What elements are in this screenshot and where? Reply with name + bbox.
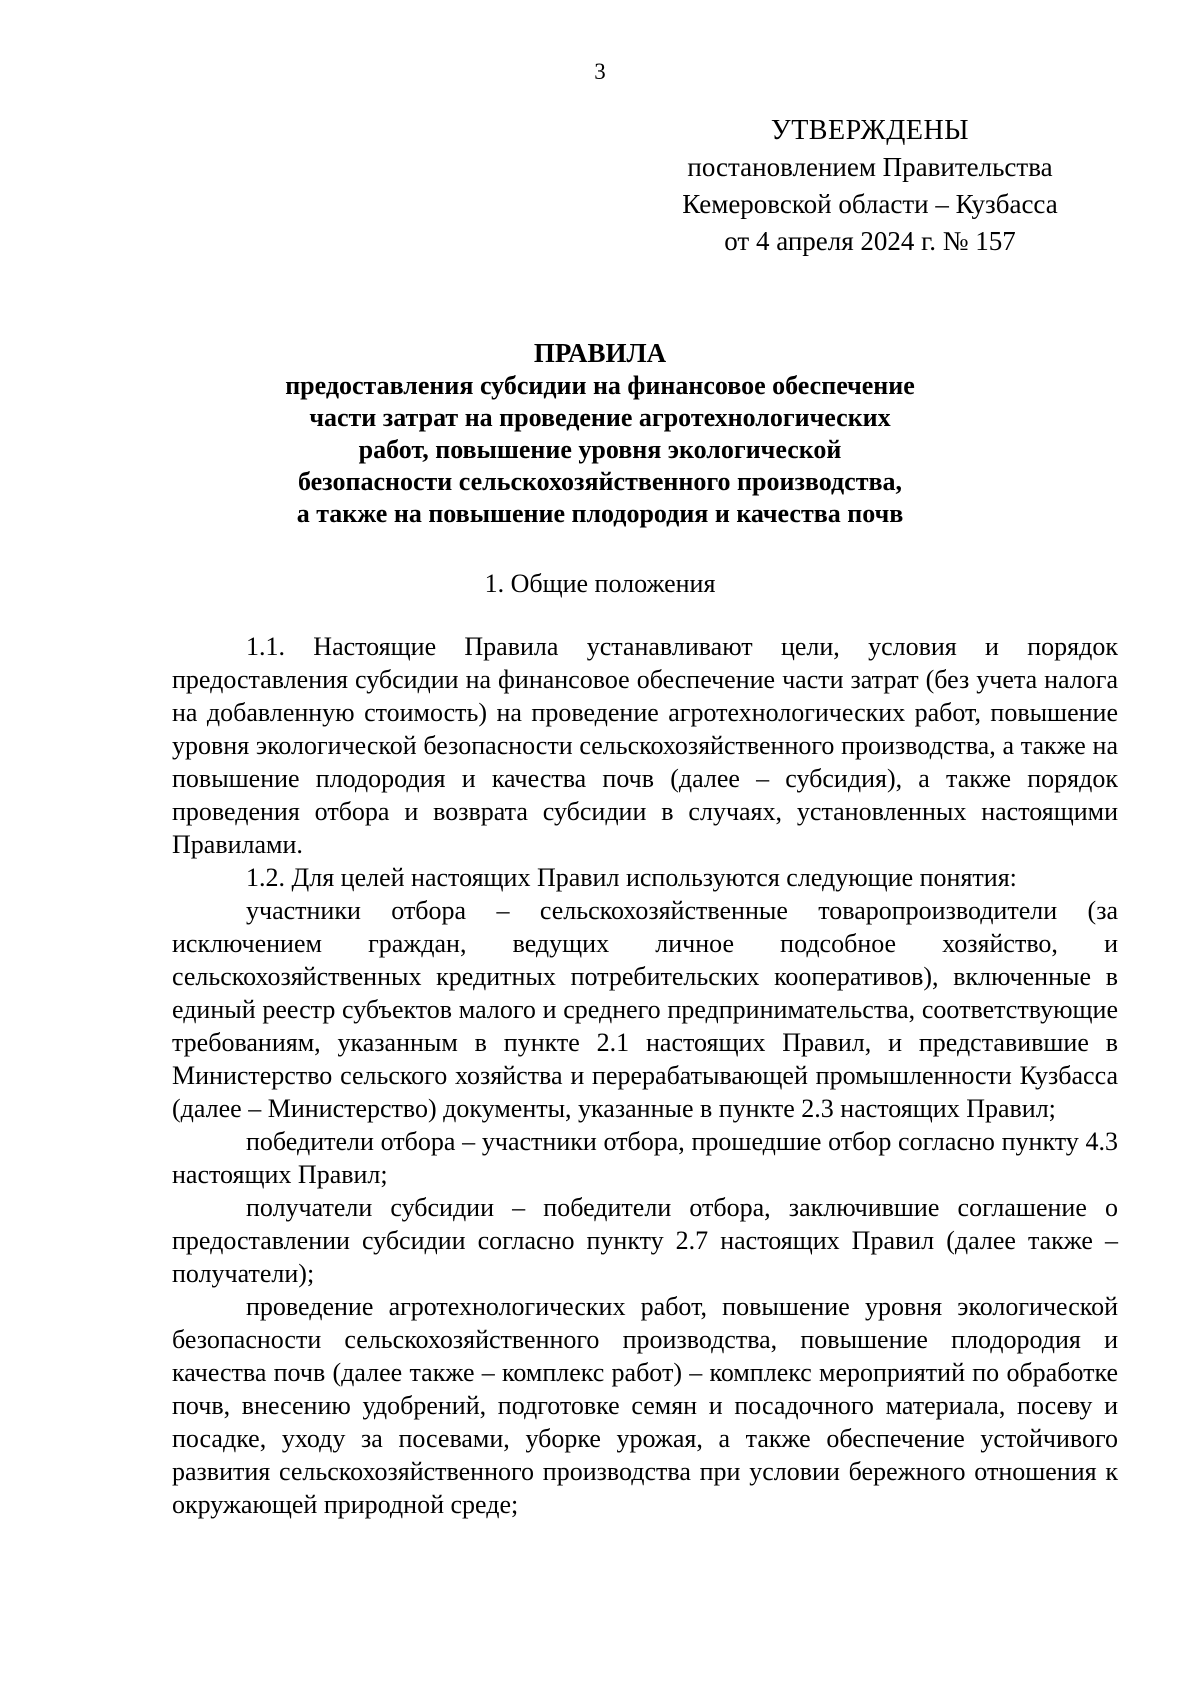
approval-line: Кемеровской области – Кузбасса (682, 189, 1058, 219)
definition-participants: участники отбора – сельскохозяйственные товаропроизводители (за исключением граждан, ведущих личное подсобное хозяйство, и сельскохозяйственных кредитных потребительских кооперативов), включенные в единый реестр субъектов малого и среднего предпринимательства, соответствующие требованиям, указанным в пункте 2.1 настоящих Правил, и представившие в Министерство сельского хозяйства и перерабатывающей промышленности Кузбасса (далее – Министерство) документы, указанные в пункте 2.3 настоящих Правил; (172, 896, 1118, 1123)
definition-winners: победители отбора – участники отбора, прошедшие отбор согласно пункту 4.3 настоящих Правил; (172, 1127, 1118, 1189)
paragraph-1-1: 1.1. Настоящие Правила устанавливают цели, условия и порядок предоставления субсидии на финансовое обеспечение части затрат (без учета налога на добавленную стоимость) на проведение агротехнологических работ, повышение уровня экологической безопасности сельскохозяйственного производства, а также на повышение плодородия и качества почв (далее – субсидия), а также порядок проведения отбора и возврата субсидии в случаях, установленных настоящими Правилами. (172, 632, 1118, 859)
rules-subtitle-line: работ, повышение уровня экологической (358, 435, 842, 464)
section-heading: 1. Общие положения (484, 569, 716, 598)
rules-subtitle-line: части затрат на проведение агротехнологических (309, 403, 891, 432)
rules-title: ПРАВИЛА (533, 338, 667, 368)
rules-subtitle-line: а также на повышение плодородия и качества почв (296, 499, 904, 528)
rules-subtitle-line: безопасности сельскохозяйственного производства, (297, 467, 903, 496)
paragraph-1-2: 1.2. Для целей настоящих Правил используются следующие понятия: (246, 863, 1017, 892)
body-text (172, 630, 1118, 1521)
approval-line: постановлением Правительства (687, 152, 1053, 182)
approval-block (650, 112, 1090, 260)
approval-line: от 4 апреля 2024 г. № 157 (724, 226, 1016, 256)
rules-header (200, 336, 1000, 530)
page-number: 3 (594, 59, 606, 84)
approval-title: УТВЕРЖДЕНЫ (770, 115, 970, 146)
rules-subtitle-line: предоставления субсидии на финансовое обеспечение (285, 371, 915, 400)
definition-works-complex: проведение агротехнологических работ, повышение уровня экологической безопасности сельскохозяйственного производства, повышение плодородия и качества почв (далее также – комплекс работ) – комплекс мероприятий по обработке почв, внесению удобрений, подготовке семян и посадочного материала, посеву и посадке, уходу за посевами, уборке урожая, а также обеспечение устойчивого развития сельскохозяйственного производства при условии бережного отношения к окружающей природной среде; (172, 1292, 1118, 1519)
definition-recipients: получатели субсидии – победители отбора, заключившие соглашение о предоставлении субсидии согласно пункту 2.7 настоящих Правил (далее также – получатели); (172, 1193, 1118, 1288)
